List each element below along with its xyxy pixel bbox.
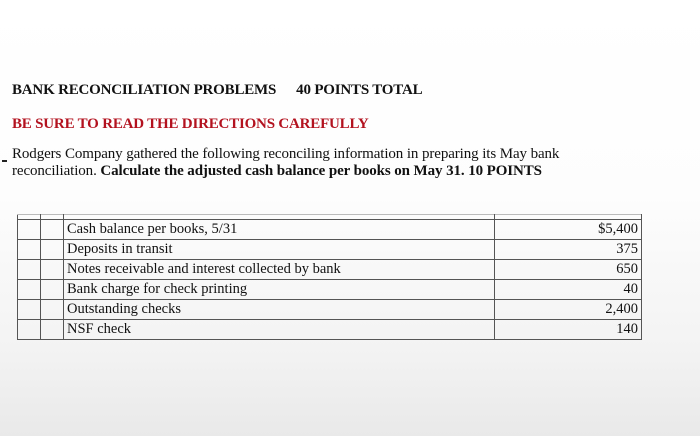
table-row (18, 240, 642, 260)
row-label: Bank charge for check printing (64, 280, 495, 300)
table-cell (18, 220, 41, 240)
problem-description: Rodgers Company gathered the following reconciling information in preparing its May bank reconciliation. (12, 146, 560, 179)
row-label: Deposits in transit (64, 240, 495, 260)
table-cell (18, 240, 41, 260)
reconciling-info-table (17, 214, 642, 340)
total-points: 40 POINTS TOTAL (296, 82, 423, 98)
table-cell (18, 280, 41, 300)
row-label: Outstanding checks (64, 300, 495, 320)
table-cell (41, 300, 64, 320)
row-value: 650 (495, 260, 642, 280)
row-value: $5,400 (495, 220, 642, 240)
table-cell (41, 280, 64, 300)
bullet-marker (2, 160, 7, 162)
table-cell (41, 260, 64, 280)
row-value: 375 (495, 240, 642, 260)
table-cell (18, 300, 41, 320)
row-label: NSF check (64, 320, 495, 340)
row-label: Notes receivable and interest collected by bank (64, 260, 495, 280)
table-row (18, 300, 642, 320)
table-row (18, 320, 642, 340)
table-cell (41, 320, 64, 340)
row-label: Cash balance per books, 5/31 (64, 220, 495, 240)
problem-points: 10 POINTS (468, 163, 542, 179)
table-cell (18, 320, 41, 340)
row-value: 2,400 (495, 300, 642, 320)
problem-set-header (12, 82, 422, 99)
table-cell (41, 240, 64, 260)
row-value: 140 (495, 320, 642, 340)
problem-statement (12, 146, 642, 180)
row-value: 40 (495, 280, 642, 300)
problem-set-title: BANK RECONCILIATION PROBLEMS (12, 82, 277, 98)
table-cell (18, 260, 41, 280)
directions-warning: BE SURE TO READ THE DIRECTIONS CAREFULLY (12, 116, 369, 132)
problem-instruction: Calculate the adjusted cash balance per books on May 31. (100, 163, 465, 179)
table-cell (41, 220, 64, 240)
table-row (18, 220, 642, 240)
table-row (18, 280, 642, 300)
table-row (18, 260, 642, 280)
